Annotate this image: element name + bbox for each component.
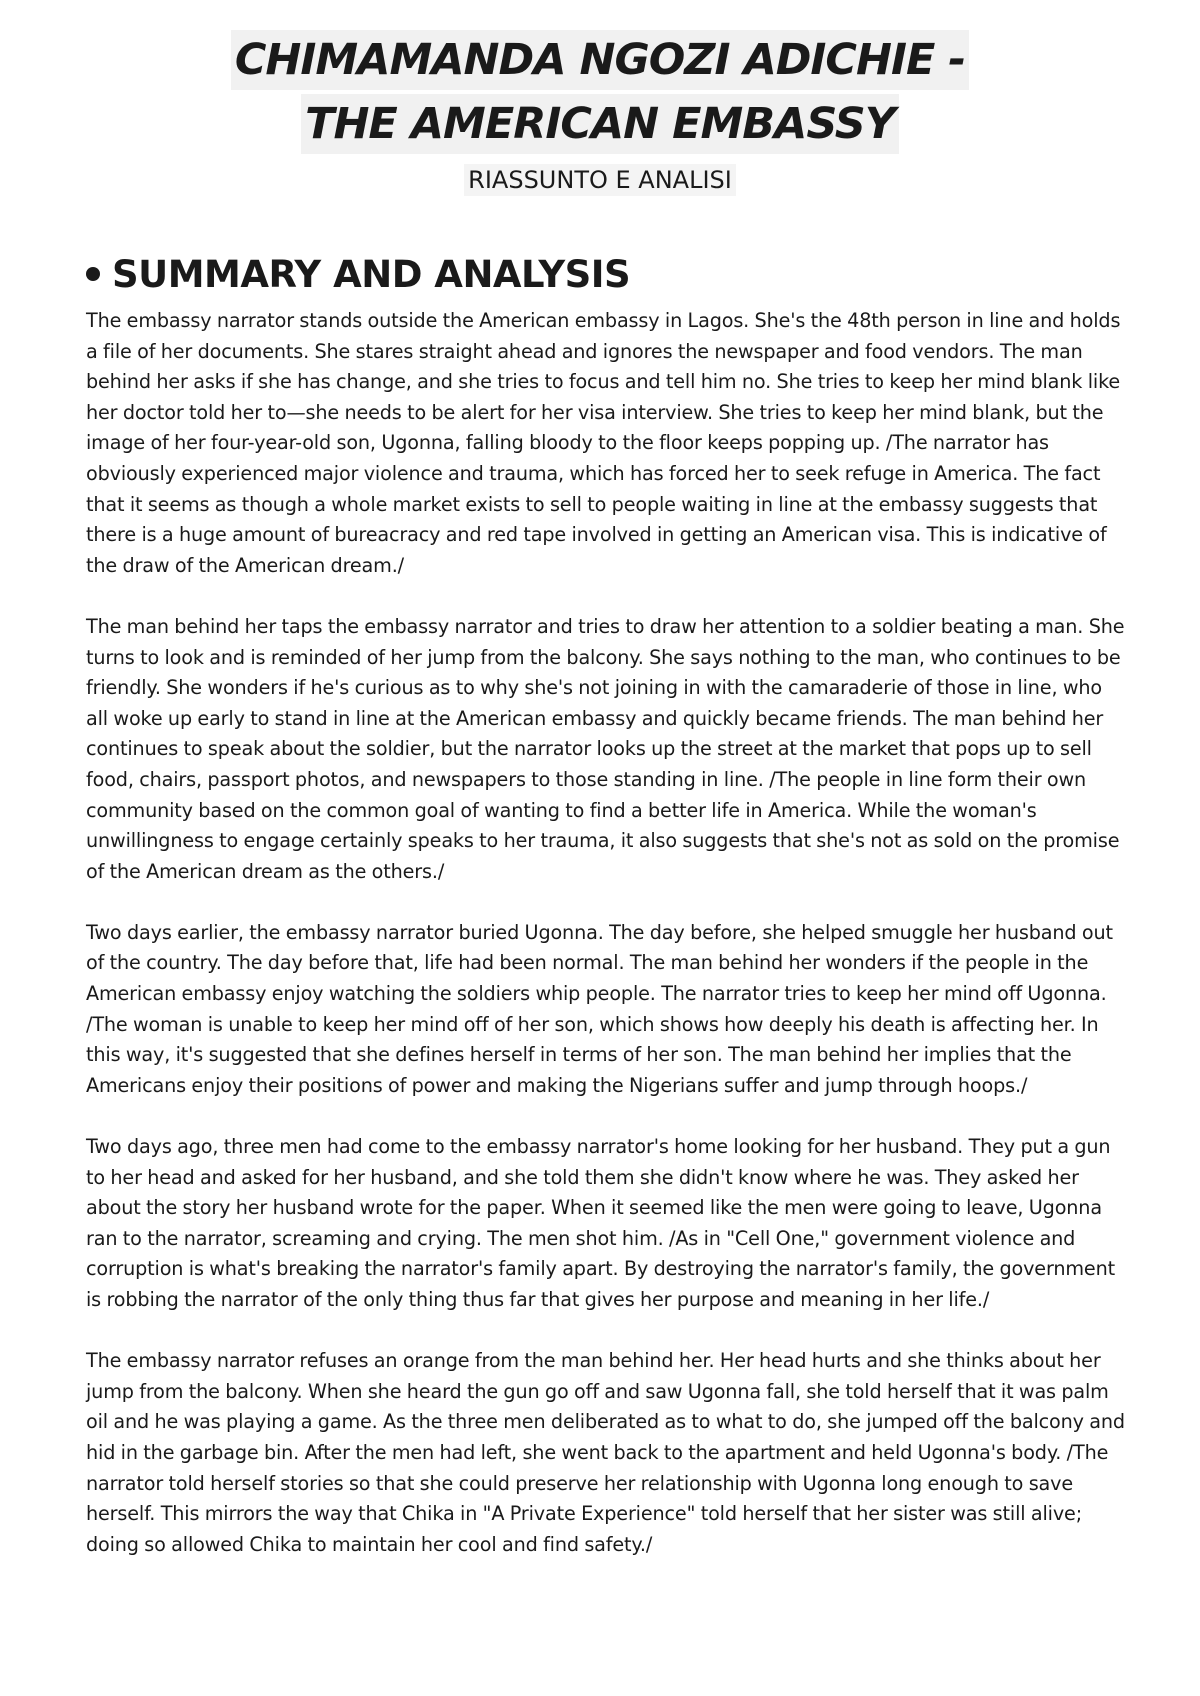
document-subtitle: RIASSUNTO E ANALISI [464,164,736,196]
document-title-line-1: CHIMAMANDA NGOZI ADICHIE - [231,30,969,90]
paragraph: The embassy narrator refuses an orange from the man behind her. Her head hurts and she thinks about her jump from the balcony. When she heard the gun go off and saw Ugonna fall, she told herself that it was palm oil and he was playing a game. As the three men deliberated as to what to do, she jumped off the balcony and hid in the garbage bin. After the men had left, she went back to the apartment and held Ugonna's body. /The narrator told herself stories so that she could preserve her relationship with Ugonna long enough to save herself. This mirrors the way that Chika in "A Private Experience" told herself that her sister was still alive; doing so allowed Chika to maintain her cool and find safety./ [86,1349,1125,1556]
document-title-line-2: THE AMERICAN EMBASSY [301,94,899,154]
paragraph: Two days ago, three men had come to the embassy narrator's home looking for her husband. They put a gun to her head and asked for her husband, and she told them she didn't know where he was. They asked her about the story her husband wrote for the paper. When it seemed like the men were going to leave, Ugonna ran to the narrator, screaming and crying. The men shot him. /As in "Cell One," government violence and corruption is what's breaking the narrator's family apart. By destroying the narrator's family, the government is robbing the narrator of the only thing thus far that gives her purpose and meaning in her life./ [86,1135,1115,1311]
document-header [0,30,1200,196]
paragraph: The man behind her taps the embassy narrator and tries to draw her attention to a soldier beating a man. She turns to look and is reminded of her jump from the balcony. She says nothing to the man, who continues to be friendly. She wonders if he's curious as to why she's not joining in with the camaraderie of those in line, who all woke up early to stand in line at the American embassy and quickly became friends. The man behind her continues to speak about the soldier, but the narrator looks up the street at the market that pops up to sell food, chairs, passport photos, and newspapers to those standing in line. /The people in line form their own community based on the common goal of wanting to find a better life in America. While the woman's unwillingness to engage certainly speaks to her trauma, it also suggests that she's not as sold on the promise of the American dream as the others./ [86,614,1125,883]
section-heading [86,252,630,298]
paragraph: Two days earlier, the embassy narrator buried Ugonna. The day before, she helped smuggle her husband out of the country. The day before that, life had been normal. The man behind her wonders if the people in the American embassy enjoy watching the soldiers whip people. The narrator tries to keep her mind off Ugonna. /The woman is unable to keep her mind off of her son, which shows how deeply his death is affecting her. In this way, it's suggested that she defines herself in terms of her son. The man behind her implies that the Americans enjoy their positions of power and making the Nigerians suffer and jump through hoops./ [86,920,1113,1097]
document-body [86,306,1126,1591]
paragraph: The embassy narrator stands outside the American embassy in Lagos. She's the 48th person in line and holds a file of her documents. She stares straight ahead and ignores the newspaper and food vendors. The man behind her asks if she has change, and she tries to focus and tell him no. She tries to keep her mind blank like her doctor told her to—she needs to be alert for her visa interview. She tries to keep her mind blank, but the image of her four-year-old son, Ugonna, falling bloody to the floor keeps popping up. /The narrator has obviously experienced major violence and trauma, which has forced her to seek refuge in America. The fact that it seems as though a whole market exists to sell to people waiting in line at the embassy suggests that there is a huge amount of bureacracy and red tape involved in getting an American visa. This is indicative of the draw of the American dream./ [86,309,1121,577]
bullet-icon [86,267,100,281]
section-heading-text: SUMMARY AND ANALYSIS [112,253,631,296]
